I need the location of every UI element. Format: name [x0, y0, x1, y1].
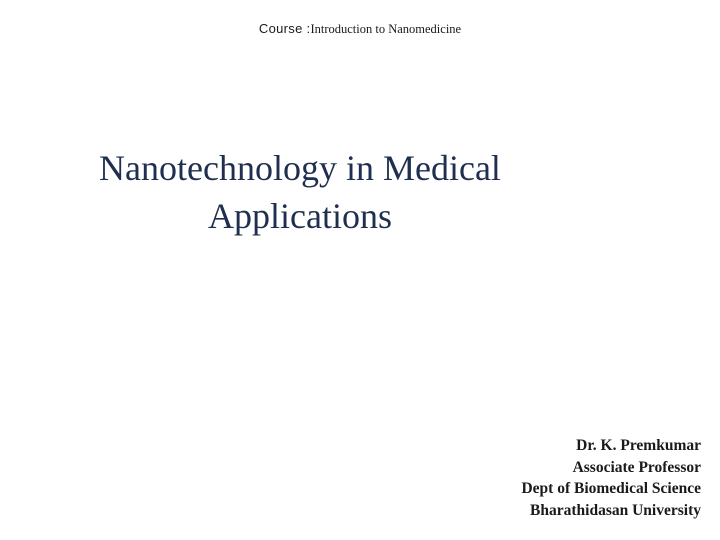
course-label: Course :: [258, 21, 311, 36]
author-block: [521, 435, 701, 521]
author-name: Dr. K. Premkumar: [576, 437, 701, 454]
title-line-1: Nanotechnology in Medical: [99, 148, 501, 188]
author-university: Bharathidasan University: [530, 501, 701, 519]
course-header: [0, 20, 720, 38]
author-department: Dept of Biomedical Science: [521, 480, 701, 497]
author-position: Associate Professor: [572, 458, 701, 476]
slide-title: [40, 144, 560, 240]
title-line-2: Applications: [208, 196, 392, 236]
course-name: Introduction to Nanomedicine: [310, 22, 462, 36]
